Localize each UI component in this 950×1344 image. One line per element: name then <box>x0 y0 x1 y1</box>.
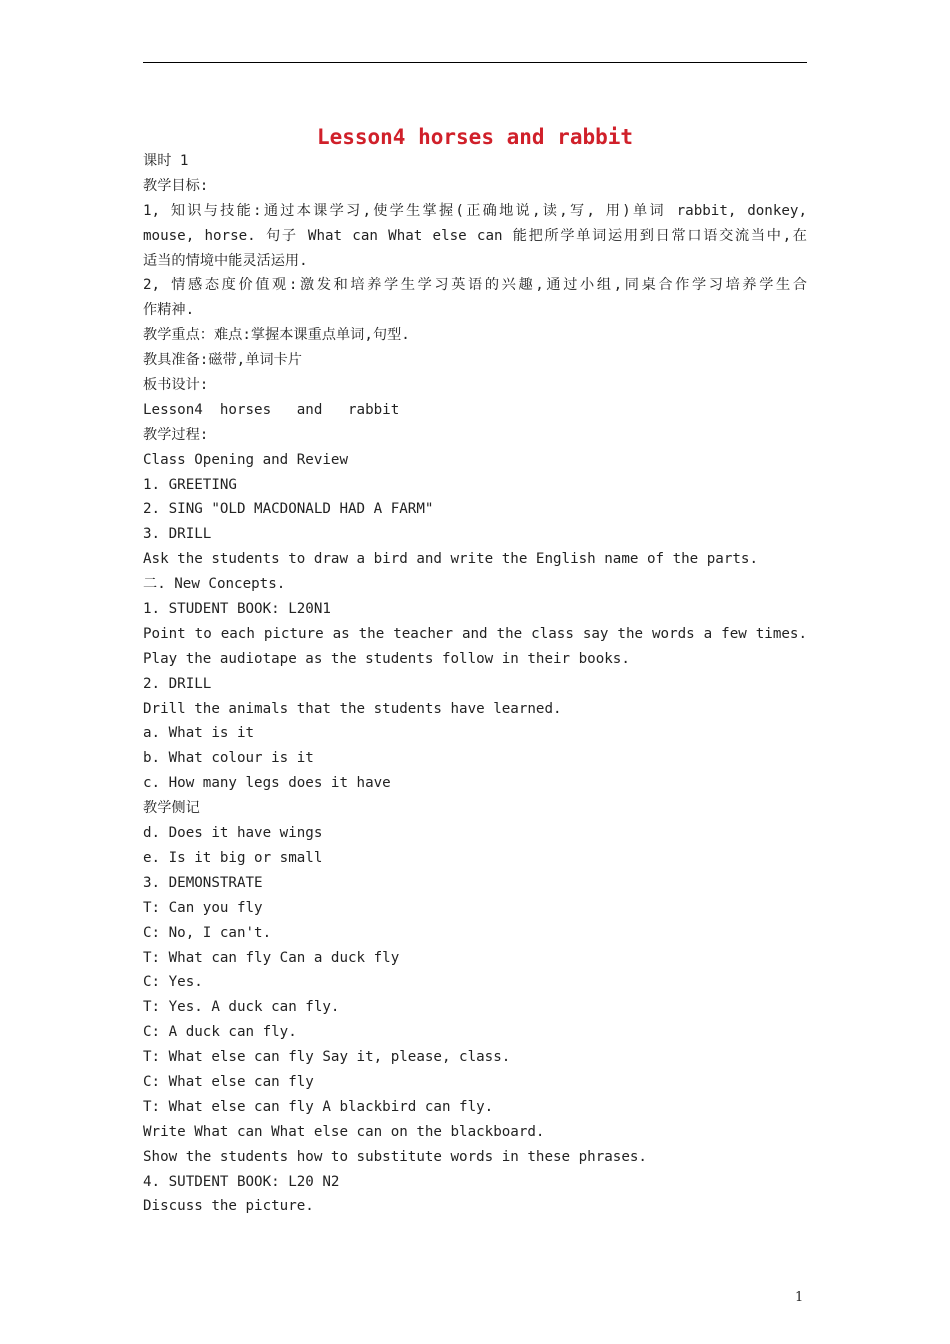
text-line: 教学重点：难点:掌握本课重点单词,句型. <box>143 327 410 344</box>
text-line: C: A duck can fly. <box>143 1024 297 1041</box>
text-line: T: What else can fly A blackbird can fly. <box>143 1098 494 1115</box>
text-line: 作精神. <box>143 302 195 319</box>
text-line: b. What colour is it <box>143 750 314 767</box>
text-line: 板书设计: <box>143 377 209 394</box>
text-line: 3. DRILL <box>143 526 212 543</box>
text-line: 课时 1 <box>143 153 189 169</box>
text-line: 教学侧记 <box>143 800 200 817</box>
text-line: 1. STUDENT BOOK: L20N1 <box>143 601 331 618</box>
text-line: mouse, horse. 句子 What can What else can 能把所学单词运用到日常口语交流当中,在 <box>143 227 807 244</box>
document-body <box>143 149 807 1219</box>
text-line: C: Yes. <box>143 974 203 991</box>
text-line: Discuss the picture. <box>143 1198 314 1215</box>
text-line: Write What can What else can on the blackboard. <box>143 1123 545 1140</box>
text-line: c. How many legs does it have <box>143 775 391 792</box>
text-line: 2, 情感态度价值观:激发和培养学生学习英语的兴趣,通过小组,同桌合作学习培养学生合 <box>143 277 807 294</box>
text-line: 1, 知识与技能:通过本课学习,使学生掌握(正确地说,读,写, 用)单词 rabbit, donkey, <box>143 202 807 219</box>
text-line: 1. GREETING <box>143 476 237 493</box>
text-line: 教学目标: <box>143 177 209 194</box>
text-line: 3. DEMONSTRATE <box>143 874 263 891</box>
text-line: Play the audiotape as the students follow in their books. <box>143 650 630 667</box>
text-line: 2. SING "OLD MACDONALD HAD A FARM" <box>143 501 434 518</box>
text-line: C: No, I can't. <box>143 924 272 941</box>
text-line: T: What can fly Can a duck fly <box>143 949 400 966</box>
text-line: e. Is it big or small <box>143 849 323 866</box>
text-line: a. What is it <box>143 725 255 742</box>
text-line: T: What else can fly Say it, please, class. <box>143 1049 511 1066</box>
text-line: 教具准备:磁带,单词卡片 <box>143 352 302 369</box>
text-line: Ask the students to draw a bird and write the English name of the parts. <box>143 551 758 568</box>
page-number: 1 <box>795 1290 804 1305</box>
text-line: Class Opening and Review <box>143 451 348 468</box>
header-rule <box>143 62 807 63</box>
text-line: Point to each picture as the teacher and the class say the words a few times. <box>143 625 807 642</box>
text-line: C: What else can fly <box>143 1073 314 1090</box>
text-line: Lesson4 horses and rabbit <box>143 401 400 418</box>
text-line: 教学过程: <box>143 426 209 443</box>
text-line: Show the students how to substitute words in these phrases. <box>143 1148 647 1165</box>
text-line: 适当的情境中能灵活运用. <box>143 252 308 269</box>
text-line: T: Yes. A duck can fly. <box>143 999 340 1016</box>
text-line: 2. DRILL <box>143 675 212 692</box>
text-line: 二. New Concepts. <box>143 576 286 593</box>
document-title: Lesson4 horses and rabbit <box>316 125 634 149</box>
text-line: 4. SUTDENT BOOK: L20 N2 <box>143 1173 340 1190</box>
text-line: Drill the animals that the students have learned. <box>143 700 562 717</box>
text-line: T: Can you fly <box>143 899 263 916</box>
text-line: d. Does it have wings <box>143 825 323 842</box>
